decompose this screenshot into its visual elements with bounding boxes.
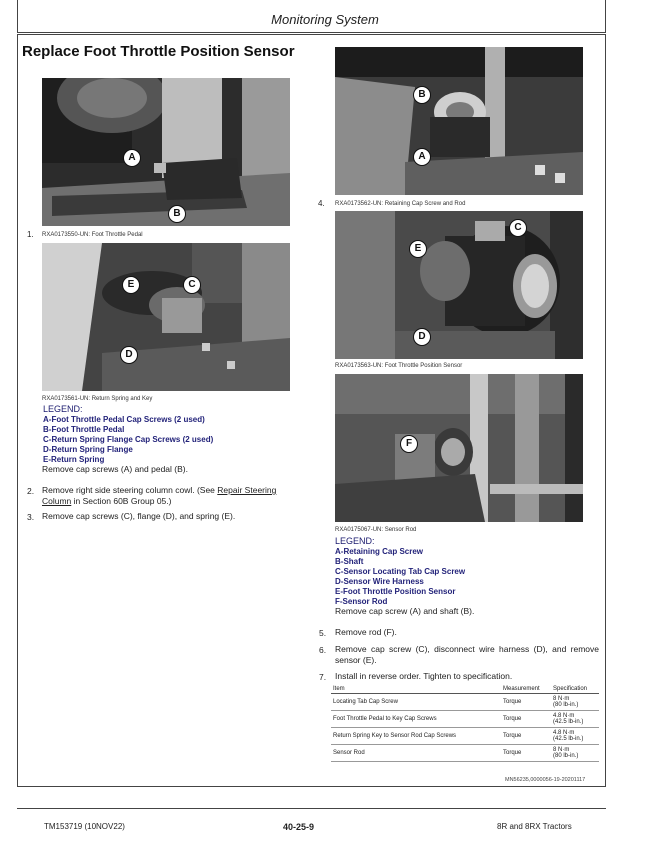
callout-f: F	[400, 435, 418, 453]
cell-specification	[551, 694, 599, 711]
step-number-2: 2.	[27, 486, 35, 496]
legend-item: C-Return Spring Flange Cap Screws (2 used)	[43, 435, 214, 444]
step-2-text-post: in Section 60B Group 05.)	[71, 496, 172, 506]
table-row	[331, 694, 599, 711]
column-header-measurement: Measurement	[501, 685, 551, 694]
step-number-6: 6.	[319, 645, 327, 655]
callout-d: D	[120, 346, 138, 364]
step-7-text: Install in reverse order. Tighten to specification.	[335, 671, 513, 681]
spec-imperial: (80 lb-in.)	[553, 702, 579, 708]
callout-c: C	[509, 219, 527, 237]
callout-b: B	[413, 86, 431, 104]
spec-imperial: (80 lb-in.)	[553, 753, 579, 759]
figure-return-spring-and-key	[42, 243, 290, 391]
figure-retaining-cap-screw-and-rod	[335, 47, 583, 195]
figure-foot-throttle-position-sensor	[335, 211, 583, 359]
step-number-7: 7.	[319, 672, 327, 682]
table-row	[331, 711, 599, 728]
step-1-text: Remove cap screws (A) and pedal (B).	[42, 464, 188, 474]
step-number-3: 3.	[27, 512, 35, 522]
cell-measurement: Torque	[501, 711, 551, 728]
footer-page-number: 40-25-9	[283, 822, 315, 832]
step-number-4: 4.	[318, 199, 325, 208]
cell-item: Sensor Rod	[331, 745, 501, 762]
callout-a: A	[413, 148, 431, 166]
repair-steering-column-link[interactable]: Repair Steering	[217, 485, 277, 495]
callout-d: D	[413, 328, 431, 346]
figure-caption: RXA0175067-UN: Sensor Rod	[335, 527, 417, 533]
legend-item: E-Return Spring	[43, 455, 105, 464]
legend-heading: LEGEND:	[335, 536, 375, 546]
legend-item: D-Sensor Wire Harness	[335, 577, 424, 586]
table-row	[331, 728, 599, 745]
callout-e: E	[409, 240, 427, 258]
footer-manual-id: TM153719 (10NOV22)	[44, 822, 125, 831]
legend-item: A-Retaining Cap Screw	[335, 547, 424, 556]
cell-specification	[551, 745, 599, 762]
page-header-title: Monitoring System	[271, 12, 379, 27]
column-header-item: Item	[331, 685, 501, 694]
callout-e: E	[122, 276, 140, 294]
legend-item: F-Sensor Rod	[335, 597, 388, 606]
specification-table	[331, 685, 599, 762]
document-id: MN56235,0000056-19-20201117	[505, 777, 586, 783]
legend-item: B-Shaft	[335, 557, 364, 566]
figure-sensor-rod	[335, 374, 583, 522]
footer-model: 8R and 8RX Tractors	[497, 822, 572, 831]
figure-caption: RXA0173561-UN: Return Spring and Key	[42, 396, 153, 402]
callout-b: B	[168, 205, 186, 223]
step-number-1: 1.	[27, 230, 34, 239]
cell-item: Return Spring Key to Sensor Rod Cap Screws	[331, 728, 501, 745]
section-title: Replace Foot Throttle Position Sensor	[22, 43, 295, 60]
spec-metric: 4.8 N·m	[553, 730, 575, 736]
footer-divider	[17, 808, 606, 809]
table-row	[331, 745, 599, 762]
cell-specification	[551, 728, 599, 745]
cell-measurement: Torque	[501, 745, 551, 762]
figure-foot-throttle-pedal	[42, 78, 290, 226]
repair-steering-column-link-cont[interactable]: Column	[42, 496, 72, 506]
figure-caption: RXA0173550-UN: Foot Throttle Pedal	[42, 232, 143, 238]
spec-imperial: (42.5 lb-in.)	[553, 719, 584, 725]
cell-measurement: Torque	[501, 728, 551, 745]
cell-item: Locating Tab Cap Screw	[331, 694, 501, 711]
callout-c: C	[183, 276, 201, 294]
spec-metric: 8 N·m	[553, 747, 570, 753]
callout-a: A	[123, 149, 141, 167]
step-number-5: 5.	[319, 628, 327, 638]
table-header-row	[331, 685, 599, 694]
step-2-text-pre: Remove right side steering column cowl. (See	[42, 485, 218, 495]
column-header-specification: Specification	[551, 685, 599, 694]
cell-measurement: Torque	[501, 694, 551, 711]
legend-item: B-Foot Throttle Pedal	[43, 425, 125, 434]
step-6-text: Remove cap screw (C), disconnect wire harness (D), and remove sensor (E).	[335, 644, 599, 665]
spec-metric: 8 N·m	[553, 696, 570, 702]
spec-metric: 4.8 N·m	[553, 713, 575, 719]
cell-specification	[551, 711, 599, 728]
step-4-text: Remove cap screw (A) and shaft (B).	[335, 606, 475, 616]
legend-item: A-Foot Throttle Pedal Cap Screws (2 used)	[43, 415, 205, 424]
legend-item: D-Return Spring Flange	[43, 445, 133, 454]
figure-caption: RXA0173562-UN: Retaining Cap Screw and Rod	[335, 201, 466, 207]
legend-heading: LEGEND:	[43, 404, 83, 414]
step-3-text: Remove cap screws (C), flange (D), and spring (E).	[42, 511, 236, 521]
step-5-text: Remove rod (F).	[335, 627, 397, 637]
spec-imperial: (42.5 lb-in.)	[553, 736, 584, 742]
legend-item: E-Foot Throttle Position Sensor	[335, 587, 456, 596]
figure-caption: RXA0173563-UN: Foot Throttle Position Sensor	[335, 363, 463, 369]
cell-item: Foot Throttle Pedal to Key Cap Screws	[331, 711, 501, 728]
legend-item: C-Sensor Locating Tab Cap Screw	[335, 567, 466, 576]
step-2-text	[42, 485, 312, 507]
